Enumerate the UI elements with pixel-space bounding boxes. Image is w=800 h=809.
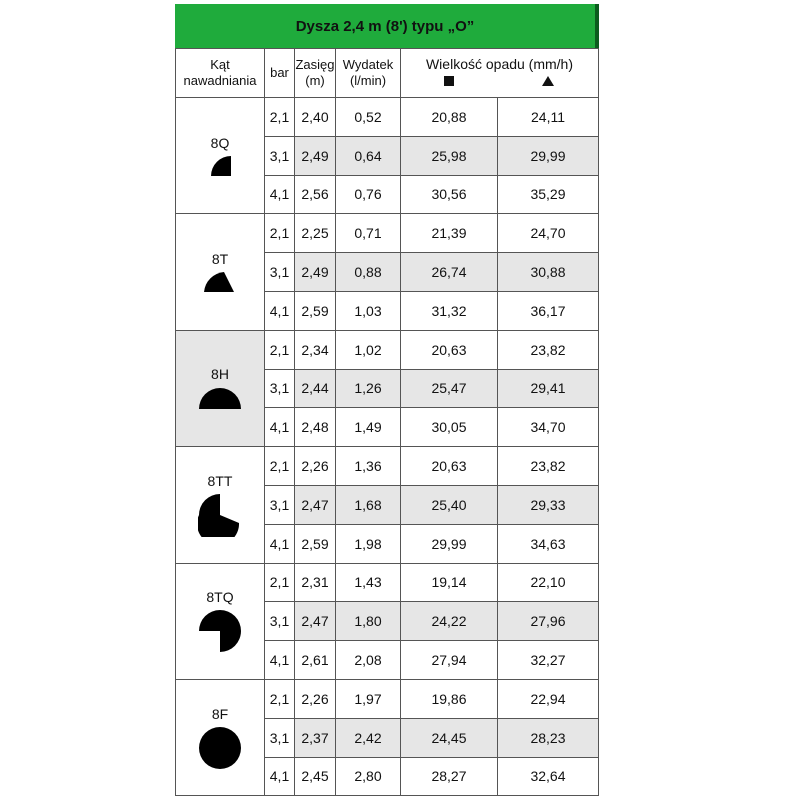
square-icon — [444, 76, 454, 86]
precip-square-cell: 29,99 — [401, 524, 498, 563]
precip-triangle-cell: 28,23 — [498, 718, 599, 757]
flow-cell: 1,68 — [336, 485, 401, 524]
angle-code: 8T — [211, 251, 229, 268]
table-row — [176, 447, 599, 486]
precip-triangle-cell: 24,70 — [498, 214, 599, 253]
pressure-cell: 4,1 — [265, 641, 295, 680]
flow-cell: 1,97 — [336, 679, 401, 718]
range-cell: 2,34 — [295, 330, 336, 369]
angle-code: 8F — [211, 705, 229, 722]
precip-square-cell: 19,14 — [401, 563, 498, 602]
precip-triangle-cell: 35,29 — [498, 175, 599, 214]
flow-cell: 0,71 — [336, 214, 401, 253]
precip-square-cell: 20,88 — [401, 98, 498, 137]
precip-triangle-cell: 23,82 — [498, 447, 599, 486]
precip-square-cell: 24,45 — [401, 718, 498, 757]
pressure-cell: 2,1 — [265, 330, 295, 369]
table-row — [176, 563, 599, 602]
angle-cell — [176, 679, 265, 795]
angle-cell — [176, 447, 265, 563]
precip-square-cell: 31,32 — [401, 291, 498, 330]
third-arc-icon — [176, 271, 264, 293]
pressure-cell: 3,1 — [265, 253, 295, 292]
header-precip — [401, 49, 599, 98]
pressure-cell: 2,1 — [265, 563, 295, 602]
pressure-cell: 2,1 — [265, 98, 295, 137]
precip-square-cell: 27,94 — [401, 641, 498, 680]
range-cell: 2,48 — [295, 408, 336, 447]
range-cell: 2,25 — [295, 214, 336, 253]
flow-cell: 1,80 — [336, 602, 401, 641]
precip-square-cell: 28,27 — [401, 757, 498, 796]
angle-cell — [176, 330, 265, 446]
precip-square-cell: 20,63 — [401, 447, 498, 486]
precip-triangle-cell: 29,41 — [498, 369, 599, 408]
flow-cell: 1,03 — [336, 291, 401, 330]
three-quarter-arc-icon — [176, 609, 264, 653]
angle-cell — [176, 563, 265, 679]
angle-code: 8Q — [210, 134, 230, 151]
table-title: Dysza 2,4 m (8') typu „O” — [175, 4, 599, 48]
flow-cell: 2,80 — [336, 757, 401, 796]
flow-cell: 1,49 — [336, 408, 401, 447]
half-arc-icon — [176, 386, 264, 410]
range-cell: 2,49 — [295, 253, 336, 292]
precip-triangle-cell: 24,11 — [498, 98, 599, 137]
precip-square-cell: 24,22 — [401, 602, 498, 641]
triangle-icon — [542, 76, 554, 86]
precip-square-cell: 26,74 — [401, 253, 498, 292]
precip-triangle-cell: 36,17 — [498, 291, 599, 330]
precip-square-cell: 19,86 — [401, 679, 498, 718]
flow-cell: 1,02 — [336, 330, 401, 369]
angle-code: 8TT — [207, 472, 233, 489]
range-cell: 2,44 — [295, 369, 336, 408]
precip-triangle-cell: 29,33 — [498, 485, 599, 524]
precip-square-cell: 25,40 — [401, 485, 498, 524]
range-cell: 2,45 — [295, 757, 336, 796]
precip-triangle-cell: 22,94 — [498, 679, 599, 718]
precip-triangle-cell: 22,10 — [498, 563, 599, 602]
header-pressure: bar — [265, 49, 295, 98]
header-flow: Wydatek (l/min) — [336, 49, 401, 98]
pressure-cell: 4,1 — [265, 757, 295, 796]
range-cell: 2,47 — [295, 485, 336, 524]
range-cell: 2,31 — [295, 563, 336, 602]
flow-cell: 1,98 — [336, 524, 401, 563]
range-cell: 2,26 — [295, 447, 336, 486]
range-cell: 2,49 — [295, 136, 336, 175]
pressure-cell: 4,1 — [265, 291, 295, 330]
table-row — [176, 330, 599, 369]
flow-cell: 0,52 — [336, 98, 401, 137]
header-row — [176, 49, 599, 98]
flow-cell: 2,08 — [336, 641, 401, 680]
table-row — [176, 679, 599, 718]
flow-cell: 1,26 — [336, 369, 401, 408]
range-cell: 2,56 — [295, 175, 336, 214]
range-cell: 2,47 — [295, 602, 336, 641]
precip-triangle-cell: 32,27 — [498, 641, 599, 680]
precip-square-cell: 21,39 — [401, 214, 498, 253]
header-range: Zasięg (m) — [295, 49, 336, 98]
precip-triangle-cell: 29,99 — [498, 136, 599, 175]
pressure-cell: 3,1 — [265, 369, 295, 408]
precip-square-cell: 25,47 — [401, 369, 498, 408]
table-row — [176, 98, 599, 137]
range-cell: 2,26 — [295, 679, 336, 718]
angle-cell — [176, 214, 265, 330]
flow-cell: 1,43 — [336, 563, 401, 602]
range-cell: 2,59 — [295, 524, 336, 563]
precip-triangle-cell: 32,64 — [498, 757, 599, 796]
pressure-cell: 2,1 — [265, 679, 295, 718]
flow-cell: 0,88 — [336, 253, 401, 292]
pressure-cell: 3,1 — [265, 718, 295, 757]
nozzle-table — [175, 48, 599, 796]
table-row — [176, 214, 599, 253]
angle-cell — [176, 98, 265, 214]
range-cell: 2,37 — [295, 718, 336, 757]
precip-triangle-cell: 30,88 — [498, 253, 599, 292]
precip-triangle-cell: 27,96 — [498, 602, 599, 641]
pressure-cell: 4,1 — [265, 408, 295, 447]
precip-triangle-cell: 23,82 — [498, 330, 599, 369]
precip-square-cell: 30,56 — [401, 175, 498, 214]
precip-square-cell: 25,98 — [401, 136, 498, 175]
full-circle-icon — [176, 726, 264, 770]
range-cell: 2,40 — [295, 98, 336, 137]
flow-cell: 2,42 — [336, 718, 401, 757]
range-cell: 2,61 — [295, 641, 336, 680]
flow-cell: 1,36 — [336, 447, 401, 486]
pressure-cell: 2,1 — [265, 214, 295, 253]
two-thirds-arc-icon — [176, 493, 264, 537]
pressure-cell: 3,1 — [265, 485, 295, 524]
header-angle: Kąt nawadniania — [176, 49, 265, 98]
flow-cell: 0,76 — [336, 175, 401, 214]
pressure-cell: 3,1 — [265, 136, 295, 175]
flow-cell: 0,64 — [336, 136, 401, 175]
angle-code: 8H — [211, 366, 229, 383]
precip-square-cell: 20,63 — [401, 330, 498, 369]
header-precip-label: Wielkość opadu (mm/h) — [425, 56, 574, 72]
pressure-cell: 4,1 — [265, 175, 295, 214]
precip-square-cell: 30,05 — [401, 408, 498, 447]
angle-code: 8TQ — [206, 589, 234, 606]
precip-triangle-cell: 34,63 — [498, 524, 599, 563]
precip-triangle-cell: 34,70 — [498, 408, 599, 447]
pressure-cell: 2,1 — [265, 447, 295, 486]
pressure-cell: 3,1 — [265, 602, 295, 641]
range-cell: 2,59 — [295, 291, 336, 330]
quarter-arc-icon — [176, 155, 264, 177]
table-body — [176, 98, 599, 796]
pressure-cell: 4,1 — [265, 524, 295, 563]
